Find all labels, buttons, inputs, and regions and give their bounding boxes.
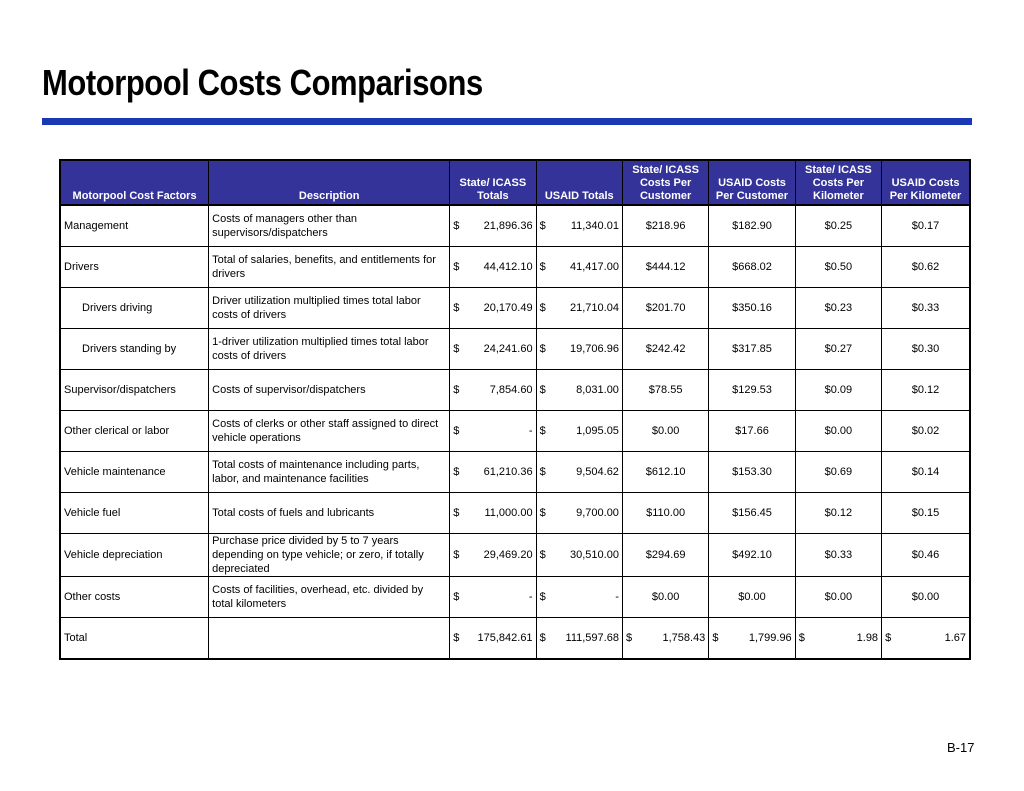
cost-factor-cell: Drivers standing by <box>60 329 209 370</box>
amount: 111,597.68 <box>565 632 619 644</box>
usaid-total-cell <box>536 205 622 247</box>
header-cost-factors: Motorpool Cost Factors <box>60 160 209 205</box>
state-per-customer-cell: $78.55 <box>622 370 708 411</box>
table-header-row <box>60 160 970 205</box>
description-cell: Driver utilization multiplied times total labor costs of drivers <box>209 288 450 329</box>
amount: - <box>615 591 619 603</box>
amount: 9,700.00 <box>576 507 619 519</box>
table-row <box>60 493 970 534</box>
state-total-cell <box>450 370 536 411</box>
currency-symbol: $ <box>539 425 546 437</box>
currency-symbol: $ <box>453 591 460 603</box>
usaid-per-customer-cell: $153.30 <box>709 452 795 493</box>
amount: - <box>528 591 533 603</box>
state-total-cell <box>450 205 536 247</box>
amount: 7,854.60 <box>489 384 533 396</box>
amount: 24,241.60 <box>483 343 533 355</box>
state-total-cell <box>450 247 536 288</box>
state-per-customer-cell: $612.10 <box>622 452 708 493</box>
header-usaid-totals: USAID Totals <box>536 160 622 205</box>
state-per-km-cell: $0.69 <box>795 452 881 493</box>
amount: 175,842.61 <box>477 632 533 644</box>
amount: 19,706.96 <box>570 343 619 355</box>
description-cell: Purchase price divided by 5 to 7 years depending on type vehicle; or zero, if totally depreciated <box>209 534 450 577</box>
state-total-cell <box>450 534 536 577</box>
amount: 30,510.00 <box>570 549 619 561</box>
page-title: Motorpool Costs Comparisons <box>42 62 483 103</box>
state-per-km-cell: $0.12 <box>795 493 881 534</box>
table-row <box>60 370 970 411</box>
header-state-totals: State/ ICASS Totals <box>450 160 536 205</box>
description-cell: Total costs of fuels and lubricants <box>209 493 450 534</box>
state-per-km-cell: $0.33 <box>795 534 881 577</box>
state-per-customer-cell: $201.70 <box>622 288 708 329</box>
currency-symbol: $ <box>539 384 546 396</box>
usaid-per-customer-cell: $317.85 <box>709 329 795 370</box>
header-usaid-per-km: USAID Costs Per Kilometer <box>882 160 970 205</box>
table-row <box>60 452 970 493</box>
usaid-per-km-cell: $0.17 <box>882 205 970 247</box>
state-total-cell <box>450 493 536 534</box>
currency-symbol: $ <box>539 343 546 355</box>
amount: 1.98 <box>856 632 879 644</box>
cost-comparison-table <box>59 159 971 660</box>
usaid-per-km-cell: $0.33 <box>882 288 970 329</box>
cost-factor-cell: Vehicle maintenance <box>60 452 209 493</box>
description-cell: Total of salaries, benefits, and entitlements for drivers <box>209 247 450 288</box>
usaid-total-cell <box>536 288 622 329</box>
usaid-per-km-cell: $0.46 <box>882 534 970 577</box>
usaid-per-km-cell: $0.30 <box>882 329 970 370</box>
amount: 21,710.04 <box>570 302 619 314</box>
total-state-total-cell <box>450 618 536 660</box>
usaid-per-customer-cell: $668.02 <box>709 247 795 288</box>
currency-symbol: $ <box>539 261 546 273</box>
state-per-km-cell: $0.00 <box>795 411 881 452</box>
usaid-per-km-cell: $0.02 <box>882 411 970 452</box>
currency-symbol: $ <box>453 220 460 232</box>
description-cell: Costs of supervisor/dispatchers <box>209 370 450 411</box>
cost-factor-cell: Drivers driving <box>60 288 209 329</box>
state-per-km-cell: $0.00 <box>795 577 881 618</box>
usaid-per-km-cell: $0.14 <box>882 452 970 493</box>
state-per-km-cell: $0.09 <box>795 370 881 411</box>
amount: 29,469.20 <box>483 549 533 561</box>
title-underline <box>42 118 972 125</box>
currency-symbol: $ <box>885 632 892 644</box>
cost-factor-cell: Other costs <box>60 577 209 618</box>
amount: 11,340.01 <box>570 220 619 232</box>
currency-symbol: $ <box>539 302 546 314</box>
description-cell: Costs of clerks or other staff assigned to direct vehicle operations <box>209 411 450 452</box>
usaid-per-km-cell: $0.00 <box>882 577 970 618</box>
currency-symbol: $ <box>539 591 546 603</box>
currency-symbol: $ <box>453 632 460 644</box>
cost-factor-cell: Drivers <box>60 247 209 288</box>
usaid-per-customer-cell: $129.53 <box>709 370 795 411</box>
table-row <box>60 288 970 329</box>
usaid-total-cell <box>536 452 622 493</box>
usaid-total-cell <box>536 247 622 288</box>
currency-symbol: $ <box>539 220 546 232</box>
header-state-per-km: State/ ICASS Costs Per Kilometer <box>795 160 881 205</box>
amount: 1.67 <box>944 632 966 644</box>
usaid-total-cell <box>536 577 622 618</box>
state-total-cell <box>450 452 536 493</box>
usaid-total-cell <box>536 534 622 577</box>
state-per-km-cell: $0.25 <box>795 205 881 247</box>
currency-symbol: $ <box>453 384 460 396</box>
table-row <box>60 205 970 247</box>
table-row <box>60 247 970 288</box>
description-cell: Costs of facilities, overhead, etc. divided by total kilometers <box>209 577 450 618</box>
currency-symbol: $ <box>798 632 805 644</box>
total-row <box>60 618 970 660</box>
amount: - <box>528 425 533 437</box>
state-per-km-cell: $0.27 <box>795 329 881 370</box>
amount: 41,417.00 <box>570 261 619 273</box>
amount: 1,095.05 <box>576 425 619 437</box>
currency-symbol: $ <box>539 466 546 478</box>
usaid-per-customer-cell: $350.16 <box>709 288 795 329</box>
amount: 1,758.43 <box>662 632 706 644</box>
state-total-cell <box>450 288 536 329</box>
state-per-customer-cell: $242.42 <box>622 329 708 370</box>
total-usaid-km-cell <box>882 618 970 660</box>
cost-factor-cell: Other clerical or labor <box>60 411 209 452</box>
state-total-cell <box>450 329 536 370</box>
header-usaid-per-customer: USAID Costs Per Customer <box>709 160 795 205</box>
total-label: Total <box>60 618 209 660</box>
cost-factor-cell: Supervisor/dispatchers <box>60 370 209 411</box>
table-row <box>60 329 970 370</box>
description-cell: Costs of managers other than supervisors/dispatchers <box>209 205 450 247</box>
usaid-total-cell <box>536 411 622 452</box>
state-per-customer-cell: $294.69 <box>622 534 708 577</box>
amount: 44,412.10 <box>483 261 533 273</box>
total-description-cell <box>209 618 450 660</box>
total-state-km-cell <box>795 618 881 660</box>
amount: 8,031.00 <box>576 384 619 396</box>
state-per-customer-cell: $444.12 <box>622 247 708 288</box>
currency-symbol: $ <box>453 343 460 355</box>
state-per-km-cell: $0.23 <box>795 288 881 329</box>
usaid-per-customer-cell: $182.90 <box>709 205 795 247</box>
usaid-per-customer-cell: $156.45 <box>709 493 795 534</box>
currency-symbol: $ <box>453 261 460 273</box>
total-usaid-cust-cell <box>709 618 795 660</box>
currency-symbol: $ <box>539 507 546 519</box>
currency-symbol: $ <box>539 549 546 561</box>
amount: 11,000.00 <box>484 507 533 519</box>
total-state-cust-cell <box>622 618 708 660</box>
currency-symbol: $ <box>712 632 719 644</box>
description-cell: 1-driver utilization multiplied times total labor costs of drivers <box>209 329 450 370</box>
cost-factor-cell: Vehicle depreciation <box>60 534 209 577</box>
amount: 21,896.36 <box>483 220 533 232</box>
currency-symbol: $ <box>453 302 460 314</box>
currency-symbol: $ <box>453 466 460 478</box>
table-row <box>60 411 970 452</box>
cost-factor-cell: Vehicle fuel <box>60 493 209 534</box>
usaid-per-customer-cell: $0.00 <box>709 577 795 618</box>
page-number: B-17 <box>947 740 975 755</box>
state-per-customer-cell: $0.00 <box>622 577 708 618</box>
amount: 20,170.49 <box>483 302 533 314</box>
usaid-per-customer-cell: $17.66 <box>709 411 795 452</box>
description-cell: Total costs of maintenance including parts, labor, and maintenance facilities <box>209 452 450 493</box>
currency-symbol: $ <box>453 549 460 561</box>
amount: 9,504.62 <box>576 466 619 478</box>
usaid-total-cell <box>536 329 622 370</box>
state-per-customer-cell: $0.00 <box>622 411 708 452</box>
currency-symbol: $ <box>453 507 460 519</box>
state-per-customer-cell: $218.96 <box>622 205 708 247</box>
state-per-km-cell: $0.50 <box>795 247 881 288</box>
currency-symbol: $ <box>625 632 633 644</box>
state-total-cell <box>450 411 536 452</box>
usaid-per-km-cell: $0.62 <box>882 247 970 288</box>
state-total-cell <box>450 577 536 618</box>
total-usaid-total-cell <box>536 618 622 660</box>
amount: 1,799.96 <box>748 632 792 644</box>
usaid-total-cell <box>536 493 622 534</box>
header-description: Description <box>209 160 450 205</box>
state-per-customer-cell: $110.00 <box>622 493 708 534</box>
amount: 61,210.36 <box>483 466 533 478</box>
header-state-per-customer: State/ ICASS Costs Per Customer <box>622 160 708 205</box>
usaid-per-customer-cell: $492.10 <box>709 534 795 577</box>
usaid-per-km-cell: $0.12 <box>882 370 970 411</box>
table-row <box>60 577 970 618</box>
currency-symbol: $ <box>453 425 460 437</box>
usaid-per-km-cell: $0.15 <box>882 493 970 534</box>
currency-symbol: $ <box>539 632 546 644</box>
usaid-total-cell <box>536 370 622 411</box>
cost-factor-cell: Management <box>60 205 209 247</box>
table-row <box>60 534 970 577</box>
